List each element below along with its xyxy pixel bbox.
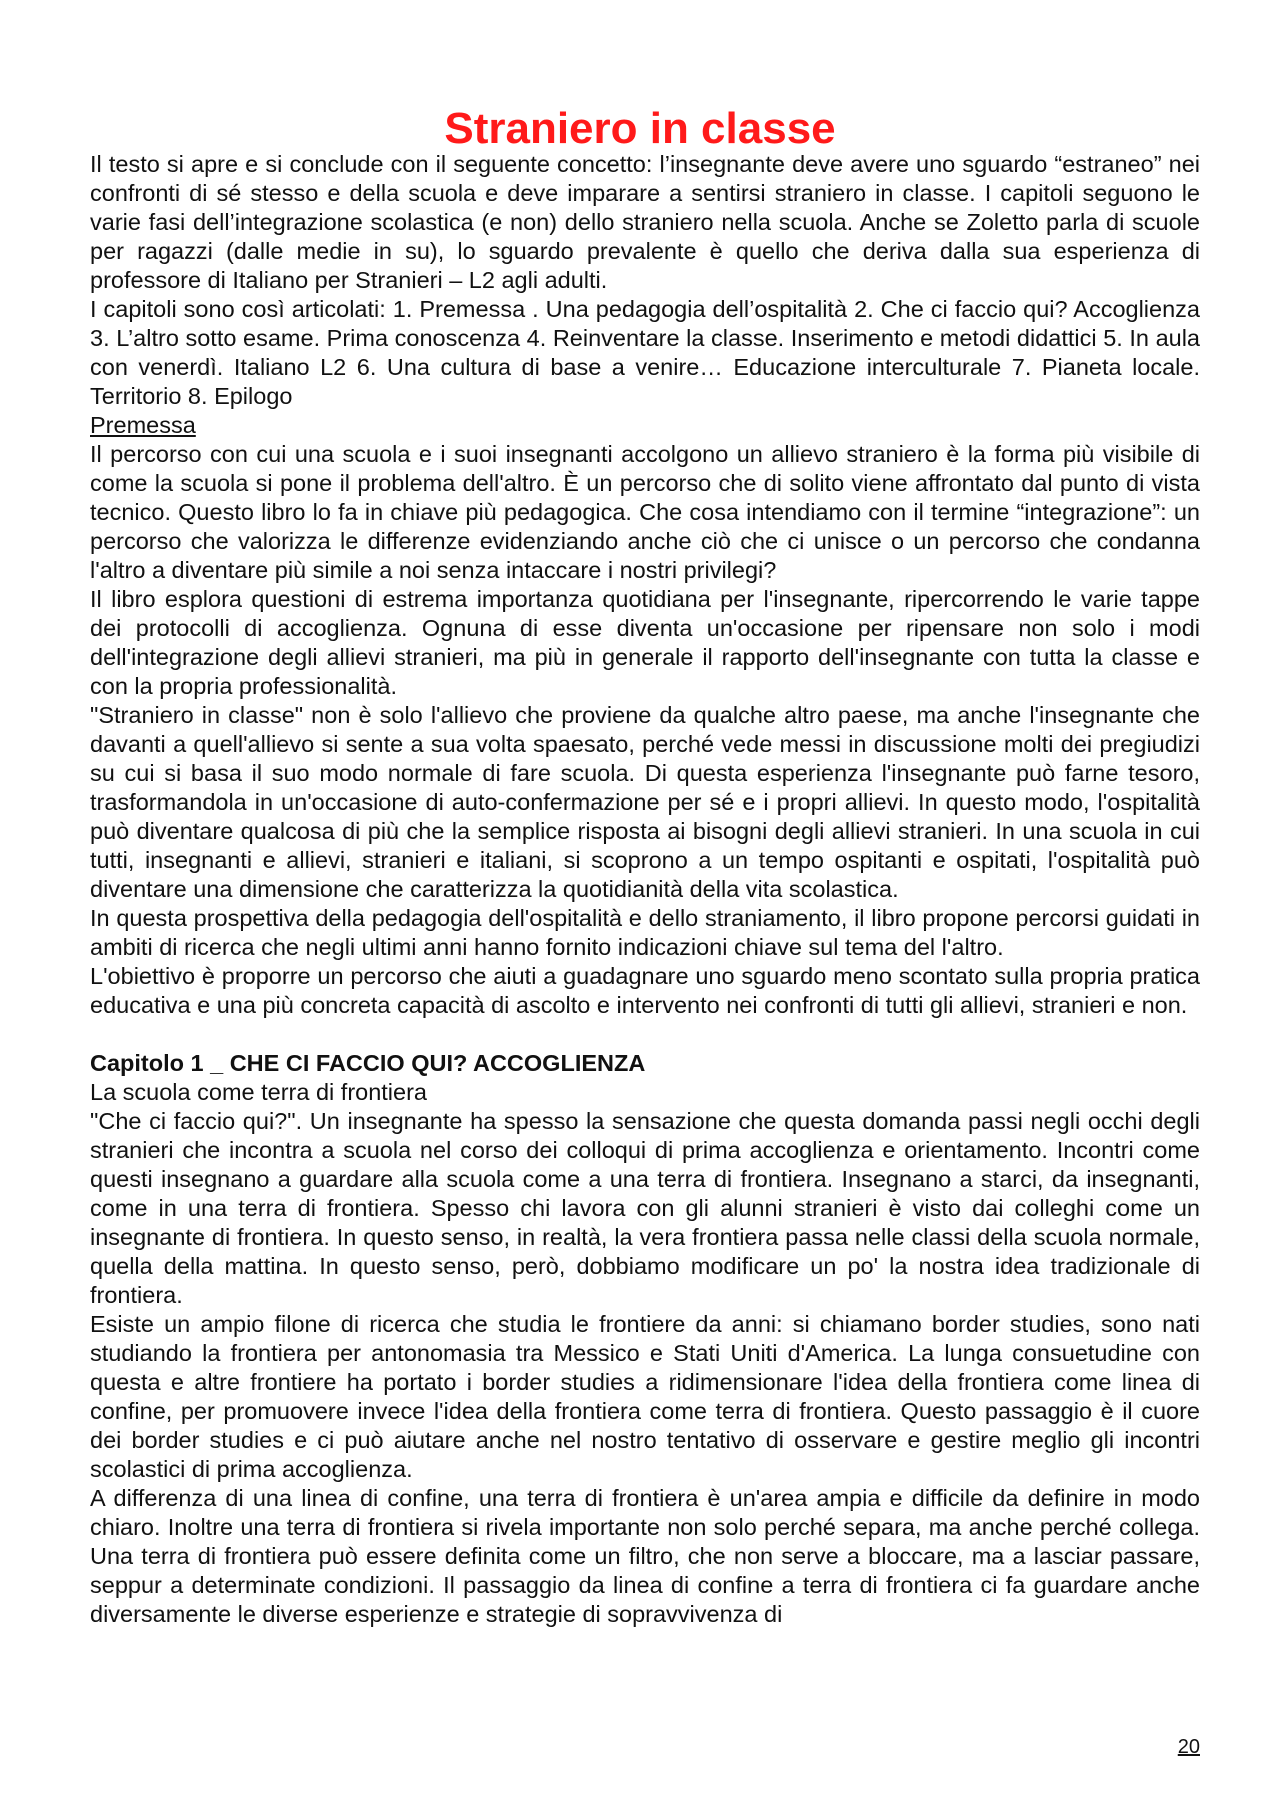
chapter-paragraph-1: "Che ci faccio qui?". Un insegnante ha spesso la sensazione che questa domanda passi negli occhi degli stranieri che incontra a scuola nel corso dei colloqui di prima accoglienza e orientamento. Incontri come questi insegnano a guardare alla scuola come a una terra di frontiera. Insegnano a starci, da insegnanti, come in una terra di frontiera. Spesso chi lavora con gli alunni stranieri è visto dai colleghi come un insegnante di frontiera. In questo senso, in realtà, la vera frontiera passa nelle classi della scuola normale, quella della mattina. In questo senso, però, dobbiamo modificare un po' la nostra idea tradizionale di frontiera. bbox=[90, 1108, 1200, 1308]
premessa-paragraph-4: In questa prospettiva della pedagogia dell'ospitalità e dello straniamento, il libro propone percorsi guidati in ambiti di ricerca che negli ultimi anni hanno fornito indicazioni chiave sul tema del l'altro. bbox=[90, 905, 1200, 960]
page-number: 20 bbox=[1177, 1736, 1200, 1758]
premessa-paragraph-1: Il percorso con cui una scuola e i suoi insegnanti accolgono un allievo straniero è la forma più visibile di come la scuola si pone il problema dell'altro. È un percorso che di solito viene affrontato dal punto di vista tecnico. Questo libro lo fa in chiave più pedagogica. Che cosa intendiamo con il termine “integrazione”: un percorso che valorizza le differenze evidenziando anche ciò che ci unisce o un percorso che condanna l'altro a diventare più simile a noi senza intaccare i nostri privilegi? bbox=[90, 441, 1200, 583]
premessa-paragraph-5: L'obiettivo è proporre un percorso che aiuti a guadagnare uno sguardo meno scontato sulla propria pratica educativa e una più concreta capacità di ascolto e intervento nei confronti di tutti gli allievi, stranieri e non. bbox=[90, 963, 1200, 1018]
chapter-heading: Capitolo 1 _ CHE CI FACCIO QUI? ACCOGLIENZA bbox=[90, 1050, 646, 1076]
spacer bbox=[90, 1020, 1200, 1049]
chapter-paragraph-3: A differenza di una linea di confine, una terra di frontiera è un'area ampia e difficile da definire in modo chiaro. Inoltre una terra di frontiera si rivela importante non solo perché separa, ma anche perché collega. Una terra di frontiera può essere definita come un filtro, che non serve a bloccare, ma a lasciar passare, seppur a determinate condizioni. Il passaggio da linea di confine a terra di frontiera ci fa guardare anche diversamente le diverse esperienze e strategie di sopravvivenza di bbox=[90, 1485, 1200, 1627]
intro-paragraph-1: Il testo si apre e si conclude con il seguente concetto: l’insegnante deve avere uno sguardo “estraneo” nei confronti di sé stesso e della scuola e deve imparare a sentirsi straniero in classe. I capitoli seguono le varie fasi dell’integrazione scolastica (e non) dello straniero nella scuola. Anche se Zoletto parla di scuole per ragazzi (dalle medie in su), lo sguardo prevalente è quello che deriva dalla sua esperienza di professore di Italiano per Stranieri – L2 agli adulti. bbox=[90, 151, 1200, 293]
intro-paragraph-2: I capitoli sono così articolati: 1. Premessa . Una pedagogia dell’ospitalità 2. Che ci faccio qui? Accoglienza 3. L’altro sotto esame. Prima conoscenza 4. Reinventare la classe. Inserimento e metodi didattici 5. In aula con venerdì. Italiano L2 6. Una cultura di base a venire… Educazione interculturale 7. Pianeta locale. Territorio 8. Epilogo bbox=[90, 296, 1200, 409]
page-title: Straniero in classe bbox=[444, 104, 836, 154]
premessa-paragraph-3: "Straniero in classe" non è solo l'allievo che proviene da qualche altro paese, ma anche l'insegnante che davanti a quell'allievo si sente a sua volta spaesato, perché vede messi in discussione molti dei pregiudizi su cui si basa il suo modo normale di fare scuola. Di questa esperienza l'insegnante può farne tesoro, trasformandola in un'occasione di auto-confermazione per sé e i propri allievi. In questo modo, l'ospitalità può diventare qualcosa di più che la semplice risposta ai bisogni degli allievi stranieri. In una scuola in cui tutti, insegnanti e allievi, stranieri e italiani, si scoprono a un tempo ospitanti e ospitati, l'ospitalità può diventare una dimensione che caratterizza la quotidianità della vita scolastica. bbox=[90, 702, 1200, 902]
chapter-paragraph-2: Esiste un ampio filone di ricerca che studia le frontiere da anni: si chiamano border studies, sono nati studiando la frontiera per antonomasia tra Messico e Stati Uniti d'America. La lunga consuetudine con questa e altre frontiere ha portato i border studies a ridimensionare l'idea della frontiera come linea di confine, per promuovere invece l'idea della frontiera come terra di frontiera. Questo passaggio è il cuore dei border studies e ci può aiutare anche nel nostro tentativo di osservare e gestire meglio gli incontri scolastici di prima accoglienza. bbox=[90, 1311, 1200, 1482]
document-body bbox=[90, 150, 1200, 1629]
chapter-subheading: La scuola come terra di frontiera bbox=[90, 1079, 427, 1105]
section-heading-premessa: Premessa bbox=[90, 412, 196, 438]
premessa-paragraph-2: Il libro esplora questioni di estrema importanza quotidiana per l'insegnante, ripercorrendo le varie tappe dei protocolli di accoglienza. Ognuna di esse diventa un'occasione per ripensare non solo i modi dell'integrazione degli allievi stranieri, ma più in generale il rapporto dell'insegnante con tutta la classe e con la propria professionalità. bbox=[90, 586, 1200, 699]
